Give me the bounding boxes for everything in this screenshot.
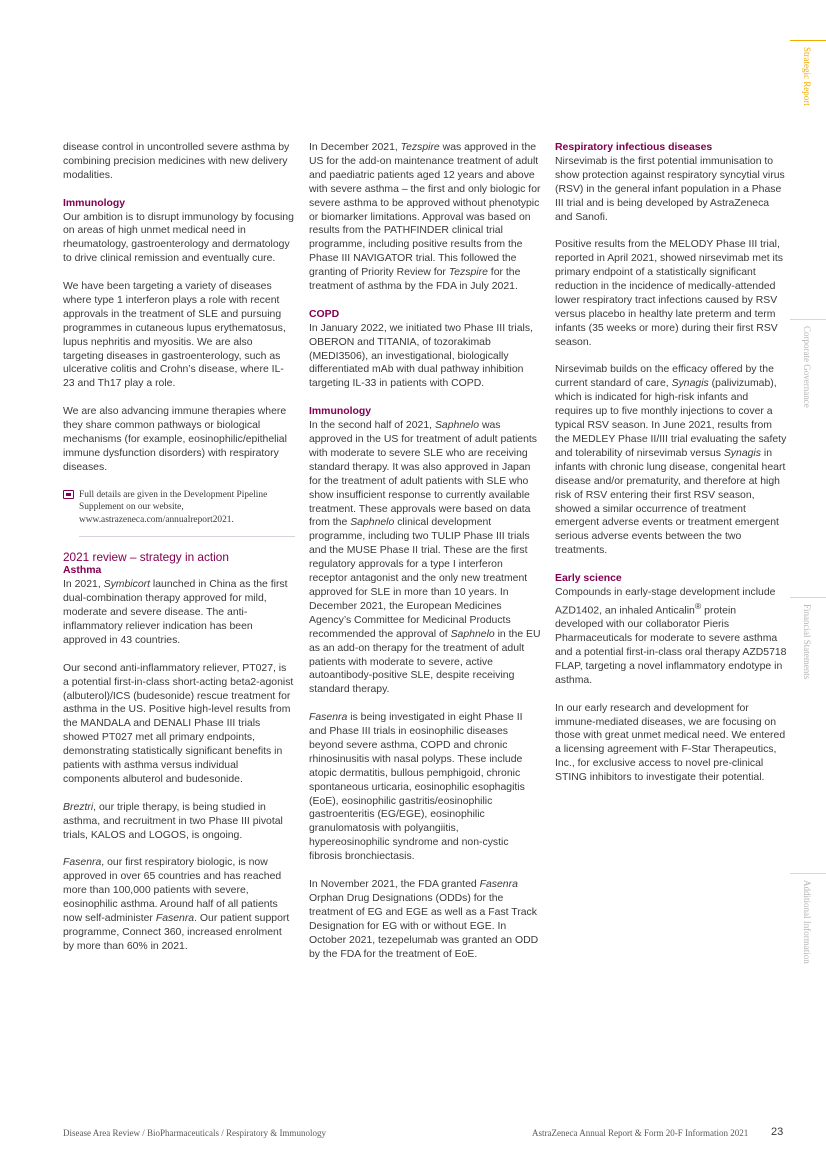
footer-breadcrumb[interactable]: Disease Area Review / BioPharmaceuticals / Respiratory & Immunology bbox=[63, 1128, 326, 1138]
paragraph: In January 2022, we initiated two Phase III trials, OBERON and TITANIA, of tozorakimab (MEDI3506), an investigational, biologically differentiated mAb with dual pathway inhibition targeting IL-33 in patients with COPD. bbox=[309, 322, 533, 390]
nav-strategic-report[interactable]: Strategic Report bbox=[802, 47, 812, 106]
paragraph: Our ambition is to disrupt immunology by focusing on areas of high unmet medical need in rheumatology, gastroenterology and dermatology to drive clinical remission and eventually cure. bbox=[63, 211, 294, 265]
financial-statements-marker bbox=[790, 597, 826, 598]
paragraph: In the second half of 2021, Saphnelo was approved in the US for treatment of adult patients with moderate to severe SLE who are receiving standard therapy. It was also approved in Japan for the treatment of adult patients with SLE who show insufficient response to currently available treatment. These approvals were based on data from the Saphnelo clinical development programme, including two TULIP Phase III trials and the MUSE Phase II trial. These are the first regulatory approvals for a type I interferon receptor antagonist and the only new treatment approved for SLE in more than 10 years. In December 2021, the European Medicines Agency’s Committee for Medicinal Products recommended the approval of Saphnelo in the EU as an add-on therapy for the treatment of adult patients with moderate to severe, active autoantibody-positive SLE, despite receiving standard therapy. bbox=[309, 420, 541, 696]
paragraph: Nirsevimab builds on the efficacy offered by the current standard of care, Synagis (palivizumab), which is indicated for high-risk infants and requires up to five monthly injections to cover a typical RSV season. In June 2021, results from the MEDLEY Phase II/III trial evaluating the safety and tolerability of nirsevimab versus Synagis in infants with chronic lung disease, congenital heart disease and/or prematurity, and therefore at high risk of RSV entering their first RSV season, showed a similar occurrence of treatment emergent adverse events or treatment emergent serious adverse events between the two treatments. bbox=[555, 364, 787, 557]
paragraph: In December 2021, Tezspire was approved in the US for the add-on maintenance treatment of adult and paediatric patients aged 12 years and above with severe asthma – the first and only biologic for severe asthma to be approved without phenotypic or biomarker limitations. Approval was based on results from the PATHFINDER clinical trial programme, including positive results from the Phase III NAVIGATOR trial. This followed the granting of Priority Review for Tezspire for the treatment of asthma by the FDA in July 2021. bbox=[309, 142, 541, 293]
paragraph: Our second anti-inflammatory reliever, PT027, is a potential first-in-class short-acting beta2-agonist (albuterol)/ICS (budesonide) rescue treatment for asthma in the US. Positive high-level results from the MANDALA and DENALI Phase III trials showed PT027 met all primary endpoints, demonstrating statistically significant benefits in patients with asthma versus individual components albuterol and budesonide. bbox=[63, 662, 294, 785]
section-heading-respiratory-infectious: Respiratory infectious diseases bbox=[555, 142, 713, 153]
column-1 bbox=[63, 141, 295, 954]
paragraph: In our early research and development for immune-mediated diseases, we are focusing on those with great unmet medical need. We entered a licensing agreement with F-Star Therapeutics, Inc., for exclusive access to novel pre-clinical STING inhibitors to investigate their potential. bbox=[555, 702, 786, 784]
paragraph: We have been targeting a variety of diseases where type 1 interferon plays a role with recent approvals in the treatment of SLE and pursuing programmes in cutaneous lupus erythematosus, lupus nephritis and myositis. We are also targeting diseases in gastroenterology, such as ulcerative colitis and Crohn’s disease, where IL-23 and Th17 play a role. bbox=[63, 281, 286, 390]
paragraph: Breztri, our triple therapy, is being studied in asthma, and recruitment in two Phase III pivotal trials, KALOS and LOGOS, is ongoing. bbox=[63, 801, 283, 841]
paragraph: Compounds in early-stage development include AZD1402, an inhaled Anticalin® protein developed with our collaborator Pieris Pharmaceuticals for moderate to severe asthma and a potential first-in-class oral therapy AZD5718 FLAP, targeting a novel inflammatory endotype in asthma. bbox=[555, 586, 787, 686]
paragraph: In 2021, Symbicort launched in China as the first dual-combination therapy approved for mild, moderate and severe disease. The anti-inflammatory reliever indication has been approved in 43 countries. bbox=[63, 579, 288, 646]
additional-information-marker bbox=[790, 873, 826, 874]
paragraph: Nirsevimab is the first potential immunisation to show protection against respiratory syncytial virus (RSV) in the general infant population in a Phase III trial and is being developed by AstraZeneca and Sanofi. bbox=[555, 155, 785, 223]
document-link-icon bbox=[63, 490, 74, 499]
paragraph: Positive results from the MELODY Phase III trial, reported in April 2021, showed nirsevimab met its primary endpoint of a statistically significant reduction in the incidence of medically-attended lower respiratory tract infections caused by RSV versus placebo in healthy late preterm and term infants (35 weeks or more) during their first RSV season. bbox=[555, 239, 783, 348]
section-heading-immunology: Immunology bbox=[63, 197, 126, 209]
nav-financial-statements[interactable]: Financial Statements bbox=[802, 604, 812, 680]
section-heading-copd: COPD bbox=[309, 308, 340, 320]
pipeline-note bbox=[63, 489, 295, 538]
paragraph: Fasenra is being investigated in eight Phase II and Phase III trials in eosinophilic diseases beyond severe asthma, COPD and chronic rhinosinusitis with nasal polyps. These include atopic dermatitis, bullous pemphigoid, chronic spontaneous urticaria, eosinophilic esophagitis (EoE), eosinophilic gastritis/eosinophilic gastroenteritis (EG/EGE), eosinophilic granulomatosis with polyangiitis, hypereosinophilic syndrome and non-cystic fibrosis bronchiectasis. bbox=[309, 712, 525, 863]
section-heading-asthma: Asthma bbox=[63, 565, 102, 577]
footer-report-title: AstraZeneca Annual Report & Form 20-F Information 2021 bbox=[532, 1128, 749, 1138]
paragraph: We are also advancing immune therapies where they share common pathways or biological mechanisms (for example, eosinophilic/epithelial immune dysfunction disorders) with respiratory diseases. bbox=[63, 406, 287, 473]
pipeline-note-text[interactable]: Full details are given in the Development Pipeline Supplement on our website, www.astrazeneca.com/annualreport2021. bbox=[79, 489, 268, 525]
review-heading: 2021 review – strategy in action bbox=[63, 550, 229, 565]
section-heading-immunology: Immunology bbox=[309, 406, 372, 418]
strategic-report-marker bbox=[790, 40, 826, 41]
nav-additional-information[interactable]: Additional Information bbox=[802, 880, 812, 964]
divider bbox=[79, 536, 295, 537]
nav-corporate-governance[interactable]: Corporate Governance bbox=[802, 326, 812, 408]
paragraph: disease control in uncontrolled severe asthma by combining precision medicines with new delivery modalities. bbox=[63, 142, 290, 181]
column-3 bbox=[555, 141, 787, 785]
section-heading-early-science: Early science bbox=[555, 573, 622, 585]
paragraph: In November 2021, the FDA granted Fasenra Orphan Drug Designations (ODDs) for the treatment of EG and EGE as well as a Fast Track Designation for EG with or without EGE. In October 2021, tezepelumab was granted an ODD by the FDA for the treatment of EoE. bbox=[309, 878, 539, 960]
column-2 bbox=[309, 141, 541, 961]
corporate-governance-marker bbox=[790, 319, 826, 320]
paragraph: Fasenra, our first respiratory biologic, is now approved in over 65 countries and has reached more than 100,000 patients with severe, eosinophilic asthma. Around half of all patients now self-administer Fasenra. Our patient support programme, Connect 360, increased enrolment by more than 60% in 2021. bbox=[63, 857, 290, 952]
page-number: 23 bbox=[771, 1126, 784, 1138]
